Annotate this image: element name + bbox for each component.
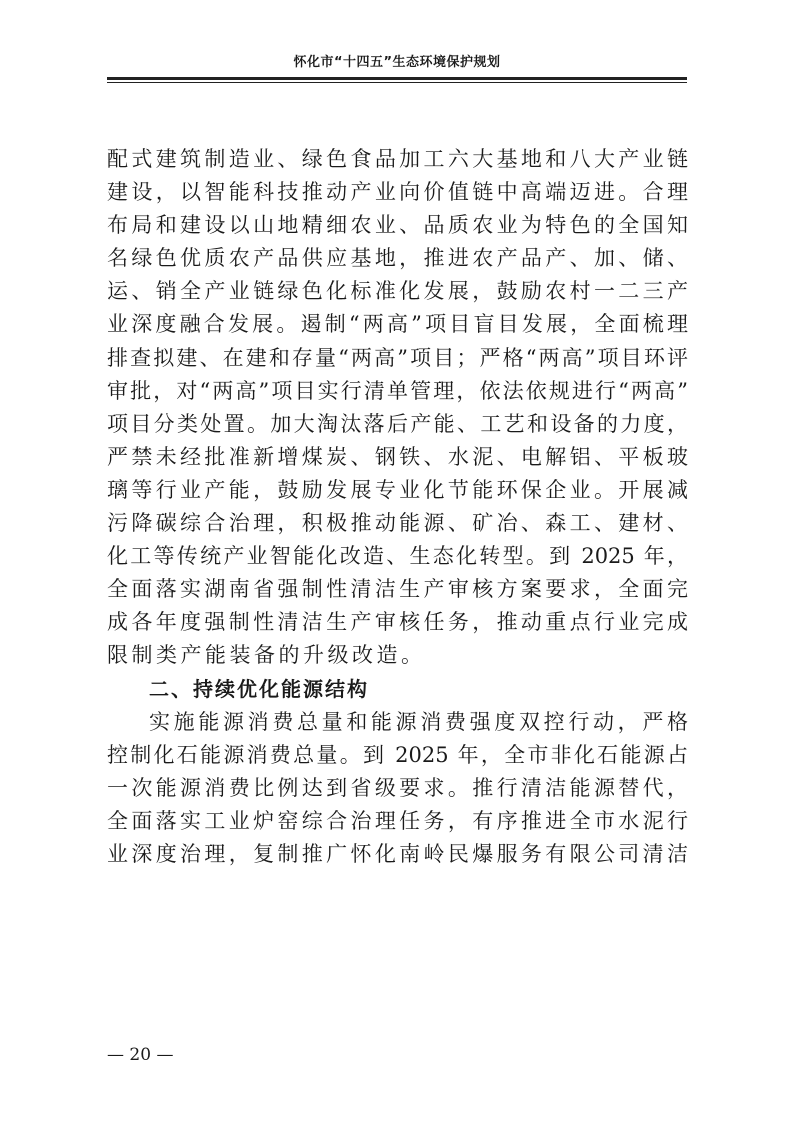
text-line: 业深度治理，复制推广怀化南岭民爆服务有限公司清洁 <box>107 841 688 866</box>
text-line-paragraph-end: 限制类产能装备的升级改造。 <box>107 643 426 668</box>
text-line: 业深度融合发展。遏制“两高”项目盲目发展，全面梳理 <box>107 312 688 337</box>
header-rule-thin <box>107 82 687 83</box>
text-line: 全面落实工业炉窑综合治理任务，有序推进全市水泥行 <box>107 808 688 833</box>
text-line: 建设，以智能科技推动产业向价值链中高端迈进。合理 <box>107 180 688 205</box>
text-line: 成各年度强制性清洁生产审核任务，推动重点行业完成 <box>107 610 688 635</box>
text-line: 审批，对“两高”项目实行清单管理，依法依规进行“两高” <box>107 378 688 403</box>
text-line: 全面落实湖南省强制性清洁生产审核方案要求，全面完 <box>107 577 688 602</box>
text-line: 化工等传统产业智能化改造、生态化转型。到 2025 年， <box>107 544 688 569</box>
section-heading: 二、持续优化能源结构 <box>149 676 369 701</box>
page-number: — 20 — <box>107 1045 174 1065</box>
text-line-paragraph-start: 实施能源消费总量和能源消费强度双控行动，严格 <box>149 709 688 734</box>
text-line: 布局和建设以山地精细农业、品质农业为特色的全国知 <box>107 213 688 238</box>
text-line: 严禁未经批准新增煤炭、钢铁、水泥、电解铝、平板玻 <box>107 444 688 469</box>
header-rule-thick <box>107 77 687 80</box>
text-line: 一次能源消费比例达到省级要求。推行清洁能源替代， <box>107 775 688 800</box>
text-line: 污降碳综合治理，积极推动能源、矿冶、森工、建材、 <box>107 511 688 536</box>
text-line: 项目分类处置。加大淘汰落后产能、工艺和设备的力度， <box>107 411 688 436</box>
body-text <box>107 143 688 871</box>
text-line: 排查拟建、在建和存量“两高”项目；严格“两高”项目环评 <box>107 345 688 370</box>
text-line: 运、销全产业链绿色化标准化发展，鼓励农村一二三产 <box>107 279 688 304</box>
text-line: 名绿色优质农产品供应基地，推进农产品产、加、储、 <box>107 246 688 271</box>
text-line: 配式建筑制造业、绿色食品加工六大基地和八大产业链 <box>107 147 688 171</box>
text-line: 控制化石能源消费总量。到 2025 年，全市非化石能源占 <box>107 742 688 767</box>
text-line: 璃等行业产能，鼓励发展专业化节能环保企业。开展减 <box>107 477 688 502</box>
running-header: 怀化市“十四五”生态环境保护规划 <box>293 55 501 70</box>
